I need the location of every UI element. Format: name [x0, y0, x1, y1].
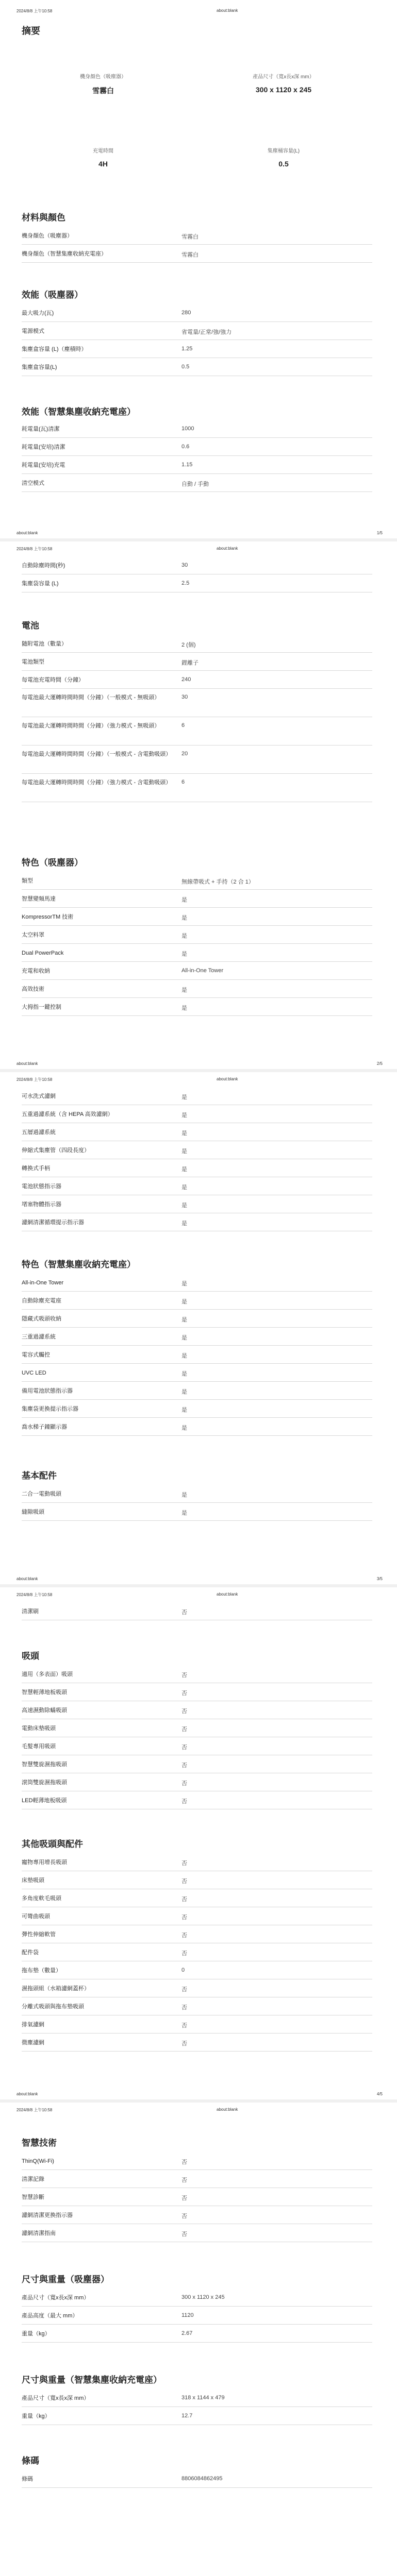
spec-value: 是 [181, 1425, 187, 1431]
spec-key: 伸縮式集塵管（四段長度） [22, 1147, 90, 1154]
spec-value: 是 [181, 915, 187, 921]
spec-value: 0.6 [181, 444, 190, 450]
spec-value: 否 [181, 2231, 187, 2238]
spec-value: 是 [181, 987, 187, 993]
spec-value: 20 [181, 751, 188, 757]
spec-row [22, 304, 372, 322]
spec-value: 6 [181, 779, 185, 785]
spec-value: 是 [181, 1492, 187, 1498]
spec-key: 集塵盒容量(L) [22, 364, 57, 370]
spec-key: 產品尺寸（寬x長x深 mm） [22, 2295, 90, 2301]
spec-key: 集塵盒容量 (L)（塵積時） [22, 346, 87, 352]
spec-key: 分離式吸頭與拖布墊吸頭 [22, 2004, 84, 2010]
spec-value: 280 [181, 310, 191, 316]
spec-row [22, 556, 372, 574]
spec-value: 是 [181, 1299, 187, 1305]
spec-value: 否 [181, 1878, 187, 1885]
spec-row [22, 980, 372, 998]
spec-key: 二合一電動吸頭 [22, 1491, 61, 1497]
spec-row [22, 1177, 372, 1195]
spec-row [22, 474, 372, 492]
spec-key: LED輕薄地板吸頭 [22, 1798, 67, 1804]
spec-value: 雪霧白 [181, 252, 198, 258]
spec-value: 是 [181, 1335, 187, 1341]
spec-key: 濾網清潔循環提示指示器 [22, 1219, 84, 1226]
spec-row [22, 1907, 372, 1925]
spec-row [22, 1274, 372, 1292]
spec-value: 否 [181, 2213, 187, 2219]
page-separator [0, 1069, 397, 1072]
spec-value: 否 [181, 2177, 187, 2183]
spec-key: 寵物專用增長吸頭 [22, 1859, 67, 1866]
spec-key: 耗電量(安培)充電 [22, 462, 65, 468]
spec-value: 是 [181, 1130, 187, 1137]
spec-value: 2 (個) [181, 642, 196, 648]
spec-row [22, 1943, 372, 1961]
page-header [0, 1591, 397, 1598]
spec-value: 是 [181, 933, 187, 939]
spec-value: 是 [181, 1389, 187, 1395]
spec-row [22, 1141, 372, 1159]
spec-key: 滾筒雙旋濕拖吸頭 [22, 1780, 67, 1786]
spec-key: 清潔刷 [22, 1608, 39, 1615]
print-url: about:blank [217, 8, 238, 13]
spec-value: 是 [181, 1112, 187, 1118]
spec-key: 清潔記錄 [22, 2176, 44, 2182]
spec-key: 隱藏式吸頭收納 [22, 1316, 61, 1322]
summary-value: 4H [98, 160, 108, 168]
spec-row [22, 1961, 372, 1979]
section-title: 效能（智慧集塵收納充電座） [22, 407, 136, 417]
spec-key: 重量（kg） [22, 2413, 51, 2419]
spec-key: 隨附電池（數量） [22, 641, 67, 647]
spec-row [22, 322, 372, 340]
section-title: 特色（智慧集塵收納充電座） [22, 1260, 136, 1269]
spec-key: 五層過濾系統 [22, 1129, 56, 1136]
spec-value: 否 [181, 1672, 187, 1679]
spec-row [22, 1889, 372, 1907]
spec-row [22, 1105, 372, 1123]
spec-row [22, 227, 372, 245]
spec-value: 1120 [181, 2312, 194, 2318]
summary-title: 摘要 [22, 26, 40, 36]
spec-row [22, 745, 372, 774]
spec-row [22, 1123, 372, 1141]
spec-row [22, 2152, 372, 2170]
spec-value: 是 [181, 1317, 187, 1323]
print-timestamp: 2024/8/8 上午10:58 [16, 1077, 53, 1082]
summary-label: 集塵桶容量(L) [267, 148, 300, 154]
spec-key: 電容式觸控 [22, 1352, 50, 1358]
spec-key: ThinQ(Wi-Fi) [22, 2158, 54, 2164]
spec-value: 1.25 [181, 346, 193, 352]
spec-value: 否 [181, 1860, 187, 1867]
spec-value: 30 [181, 694, 188, 700]
spec-value: 是 [181, 1184, 187, 1191]
spec-row [22, 890, 372, 908]
spec-key: 堵塞物體指示器 [22, 1201, 61, 1208]
spec-key: 高速濕動除蟎吸頭 [22, 1707, 67, 1714]
spec-value: 否 [181, 1781, 187, 1787]
section-title: 特色（吸塵器） [22, 858, 83, 868]
page-footer [0, 2091, 397, 2098]
spec-key: UVC LED [22, 1370, 46, 1376]
spec-row [22, 689, 372, 717]
spec-key: 自動除塵充電座 [22, 1298, 61, 1304]
print-url: about:blank [217, 1592, 238, 1597]
spec-value: 是 [181, 1094, 187, 1100]
spec-key: 轉換式手柄 [22, 1165, 50, 1172]
spec-key: 電池類型 [22, 659, 44, 665]
spec-value: 是 [181, 1407, 187, 1413]
spec-key: 自動除塵時間(秒) [22, 563, 65, 569]
spec-row [22, 2289, 372, 2307]
spec-value: 否 [181, 1690, 187, 1697]
spec-value: 是 [181, 1353, 187, 1359]
spec-value: 8806084862495 [181, 2476, 223, 2482]
spec-value: 否 [181, 1933, 187, 1939]
spec-value: 2.5 [181, 580, 190, 586]
spec-row [22, 962, 372, 980]
spec-row [22, 1853, 372, 1871]
spec-key: 排氣濾網 [22, 2022, 44, 2028]
spec-key: 配件袋 [22, 1950, 39, 1956]
spec-row [22, 2470, 372, 2488]
page-header [0, 545, 397, 552]
spec-row [22, 671, 372, 689]
spec-value: 否 [181, 1914, 187, 1921]
spec-row [22, 2033, 372, 2052]
spec-row [22, 1503, 372, 1521]
spec-key: 智慧診斷 [22, 2194, 44, 2200]
spec-value: 1.15 [181, 462, 193, 468]
spec-value: 否 [181, 1609, 187, 1616]
footer-url: about:blank [16, 1577, 38, 1581]
spec-row [22, 245, 372, 263]
spec-key: 智慧輕薄地板吸頭 [22, 1689, 67, 1696]
spec-key: 濕拖頭組（水箱濾網蓋杯） [22, 1986, 90, 1992]
spec-key: 太空料罩 [22, 932, 44, 938]
spec-value: 30 [181, 562, 188, 568]
spec-key: 每電池最大運轉時間時間（分鐘）（強力模式 - 無吸頭） [22, 723, 160, 729]
spec-value: 否 [181, 2195, 187, 2201]
spec-value: 6 [181, 722, 185, 728]
spec-row [22, 420, 372, 438]
section-title: 條碼 [22, 2456, 39, 2466]
section-title: 尺寸與重量（智慧集塵收納充電座） [22, 2375, 162, 2385]
spec-value: 否 [181, 2023, 187, 2029]
section-title: 尺寸與重量（吸塵器） [22, 2275, 109, 2284]
summary-label: 機身顏色（吸塵器） [80, 74, 126, 80]
page-header [0, 1076, 397, 1083]
spec-key: 重量（kg） [22, 2331, 51, 2337]
spec-key: 五重過濾系統（含 HEPA 高效濾網） [22, 1111, 113, 1117]
spec-row [22, 1346, 372, 1364]
spec-key: 電池狀態指示器 [22, 1183, 61, 1190]
spec-value: 是 [181, 897, 187, 903]
summary-value: 0.5 [278, 160, 289, 168]
spec-row [22, 774, 372, 802]
section-title: 效能（吸塵器） [22, 290, 83, 300]
spec-row [22, 1418, 372, 1436]
spec-key: 產品高度（最大 mm） [22, 2313, 78, 2319]
spec-key: 產品尺寸（寬x長x深 mm） [22, 2395, 90, 2401]
summary-label: 產品尺寸（寬x長x深 mm） [253, 74, 315, 80]
print-url: about:blank [217, 2107, 238, 2112]
spec-value: 否 [181, 2041, 187, 2047]
spec-value: All-in-One Tower [181, 968, 224, 974]
spec-key: 適用（多表面）吸頭 [22, 1671, 73, 1677]
spec-key: 機身顏色（智慧集塵收納充電座） [22, 251, 107, 257]
spec-row [22, 2325, 372, 2343]
spec-key: 最大吸力(瓦) [22, 310, 54, 316]
spec-row [22, 926, 372, 944]
page-footer [0, 530, 397, 537]
spec-value: 是 [181, 1148, 187, 1155]
spec-key: 床墊吸頭 [22, 1877, 44, 1884]
spec-value: 是 [181, 1371, 187, 1377]
spec-row [22, 653, 372, 671]
spec-key: 每電池最大運轉時間時間（分鐘）（一般模式 - 無吸頭） [22, 694, 160, 701]
spec-value: 否 [181, 1726, 187, 1733]
spec-value: 否 [181, 1799, 187, 1805]
spec-key: 多角度軟毛吸頭 [22, 1895, 61, 1902]
summary-value: 雪霧白 [92, 87, 114, 95]
spec-key: 微塵濾網 [22, 2040, 44, 2046]
spec-value: 1000 [181, 426, 194, 432]
summary-value: 300 x 1120 x 245 [255, 86, 312, 94]
spec-key: 每電池最大運轉時間時間（分鐘）（強力模式 - 含電動吸頭） [22, 779, 172, 786]
spec-row [22, 2407, 372, 2425]
spec-row [22, 635, 372, 653]
spec-key: 拖布墊（數量） [22, 1968, 61, 1974]
spec-key: 集塵袋更換提示指示器 [22, 1406, 78, 1412]
spec-row [22, 2307, 372, 2325]
section-title: 材料與顏色 [22, 213, 65, 223]
page-number: 4/5 [376, 2092, 383, 2096]
page-number: 2/5 [376, 1061, 383, 1066]
spec-key: 可彎曲吸頭 [22, 1913, 50, 1920]
print-timestamp: 2024/8/8 上午10:58 [16, 2108, 53, 2112]
spec-row [22, 1087, 372, 1105]
spec-key: 智慧變頻馬達 [22, 896, 56, 902]
spec-row [22, 1737, 372, 1755]
spec-row [22, 1791, 372, 1809]
spec-row [22, 872, 372, 890]
spec-row [22, 1701, 372, 1719]
spec-value: 否 [181, 1762, 187, 1769]
spec-value: 鋰離子 [181, 660, 198, 666]
spec-key: KompressorTM 技術 [22, 914, 74, 920]
footer-url: about:blank [16, 2092, 38, 2096]
spec-value: 否 [181, 1896, 187, 1903]
spec-value: 318 x 1144 x 479 [181, 2395, 225, 2401]
spec-row [22, 2224, 372, 2242]
footer-url: about:blank [16, 531, 38, 535]
spec-value: 是 [181, 1510, 187, 1516]
spec-value: 是 [181, 1166, 187, 1173]
print-url: about:blank [217, 1077, 238, 1081]
spec-key: 集塵袋容量 (L) [22, 581, 59, 587]
spec-value: 否 [181, 2159, 187, 2165]
spec-key: 毛髮專用吸頭 [22, 1743, 56, 1750]
spec-row [22, 1683, 372, 1701]
spec-value: 否 [181, 1987, 187, 1993]
spec-key: 電源模式 [22, 328, 44, 334]
spec-row [22, 2015, 372, 2033]
page-header [0, 7, 397, 14]
spec-value: 12.7 [181, 2413, 193, 2419]
print-url: about:blank [217, 546, 238, 551]
spec-key: 彈性伸縮軟管 [22, 1931, 56, 1938]
spec-row [22, 998, 372, 1016]
page-number: 1/5 [376, 531, 383, 535]
spec-key: Dual PowerPack [22, 950, 64, 956]
spec-value: 2.67 [181, 2330, 193, 2336]
spec-key: 可水洗式濾網 [22, 1093, 56, 1099]
spec-row [22, 2389, 372, 2407]
spec-row [22, 1364, 372, 1382]
spec-row [22, 1328, 372, 1346]
page-footer [0, 1060, 397, 1067]
spec-value: 是 [181, 1281, 187, 1287]
spec-key: 大拇指一鍵控制 [22, 1004, 61, 1010]
spec-row [22, 908, 372, 926]
spec-row [22, 1719, 372, 1737]
page-separator [0, 1584, 397, 1587]
spec-row [22, 1871, 372, 1889]
spec-row [22, 1755, 372, 1773]
spec-row [22, 1602, 372, 1620]
spec-value: 否 [181, 2005, 187, 2011]
spec-key: All-in-One Tower [22, 1280, 64, 1286]
spec-row [22, 456, 372, 474]
spec-row [22, 717, 372, 745]
spec-key: 每電池最大運轉時間時間（分鐘）（一般模式 - 含電動吸頭） [22, 751, 172, 757]
spec-row [22, 438, 372, 456]
spec-key: 耗電量(瓦)清潔 [22, 426, 60, 432]
spec-value: 自動 / 手動 [181, 481, 209, 487]
page-header [0, 2106, 397, 2113]
spec-value: 300 x 1120 x 245 [181, 2294, 225, 2300]
spec-value: 雪霧白 [181, 234, 198, 240]
spec-row [22, 1773, 372, 1791]
spec-key: 智慧雙旋濕拖吸頭 [22, 1761, 67, 1768]
spec-row [22, 2206, 372, 2224]
spec-row [22, 1213, 372, 1231]
section-title: 其他吸頭與配件 [22, 1839, 83, 1849]
spec-row [22, 574, 372, 592]
spec-value: 0 [181, 1967, 185, 1973]
print-timestamp: 2024/8/8 上午10:58 [16, 547, 53, 551]
spec-value: 0.5 [181, 364, 190, 370]
spec-key: 高效技術 [22, 986, 44, 992]
spec-key: 三重過濾系統 [22, 1334, 56, 1340]
spec-row [22, 944, 372, 962]
spec-key: 縫隙吸頭 [22, 1509, 44, 1515]
print-timestamp: 2024/8/8 上午10:58 [16, 9, 53, 13]
print-timestamp: 2024/8/8 上午10:58 [16, 1592, 53, 1597]
page-separator [0, 2099, 397, 2103]
spec-row [22, 1665, 372, 1683]
spec-row [22, 1382, 372, 1400]
spec-value: 是 [181, 1005, 187, 1011]
spec-row [22, 1195, 372, 1213]
spec-key: 備用電池狀態指示器 [22, 1388, 73, 1394]
spec-key: 類型 [22, 878, 33, 884]
spec-row [22, 1159, 372, 1177]
spec-key: 每電池充電時間（分鐘） [22, 677, 84, 683]
spec-row [22, 1997, 372, 2015]
spec-value: 是 [181, 1202, 187, 1209]
spec-row [22, 1485, 372, 1503]
spec-key: 耗電量(安培)清潔 [22, 444, 65, 450]
spec-key: 條碼 [22, 2476, 33, 2482]
section-title: 基本配件 [22, 1471, 57, 1481]
page-separator [0, 538, 397, 541]
section-title: 智慧技術 [22, 2138, 57, 2148]
spec-value: 省電量/正常/強/強力 [181, 329, 232, 335]
spec-row [22, 340, 372, 358]
section-title: 吸頭 [22, 1651, 39, 1661]
section-title: 電池 [22, 621, 39, 631]
spec-value: 無線帶吸式 + 手持（2 合 1） [181, 879, 254, 885]
spec-key: 清空模式 [22, 480, 44, 486]
spec-key: 濾網清潔指南 [22, 2230, 56, 2236]
page-footer [0, 1575, 397, 1583]
spec-row [22, 1979, 372, 1997]
spec-row [22, 358, 372, 376]
spec-value: 否 [181, 1744, 187, 1751]
spec-key: 電動床墊吸頭 [22, 1725, 56, 1732]
spec-key: 喬水梯子鐘顯示器 [22, 1424, 67, 1430]
spec-key: 濾網清潔更換指示器 [22, 2212, 73, 2218]
footer-url: about:blank [16, 1061, 38, 1066]
page-number: 3/5 [376, 1577, 383, 1581]
spec-row [22, 1925, 372, 1943]
spec-value: 否 [181, 1951, 187, 1957]
spec-value: 是 [181, 951, 187, 957]
spec-row [22, 1400, 372, 1418]
spec-key: 充電和收納 [22, 968, 50, 974]
spec-value: 240 [181, 676, 191, 683]
spec-row [22, 1292, 372, 1310]
spec-key: 機身顏色（吸塵器） [22, 233, 73, 239]
spec-row [22, 1310, 372, 1328]
summary-label: 充電時間 [93, 148, 113, 154]
spec-row [22, 2188, 372, 2206]
spec-value: 是 [181, 1221, 187, 1227]
spec-value: 否 [181, 1708, 187, 1715]
spec-row [22, 2170, 372, 2188]
